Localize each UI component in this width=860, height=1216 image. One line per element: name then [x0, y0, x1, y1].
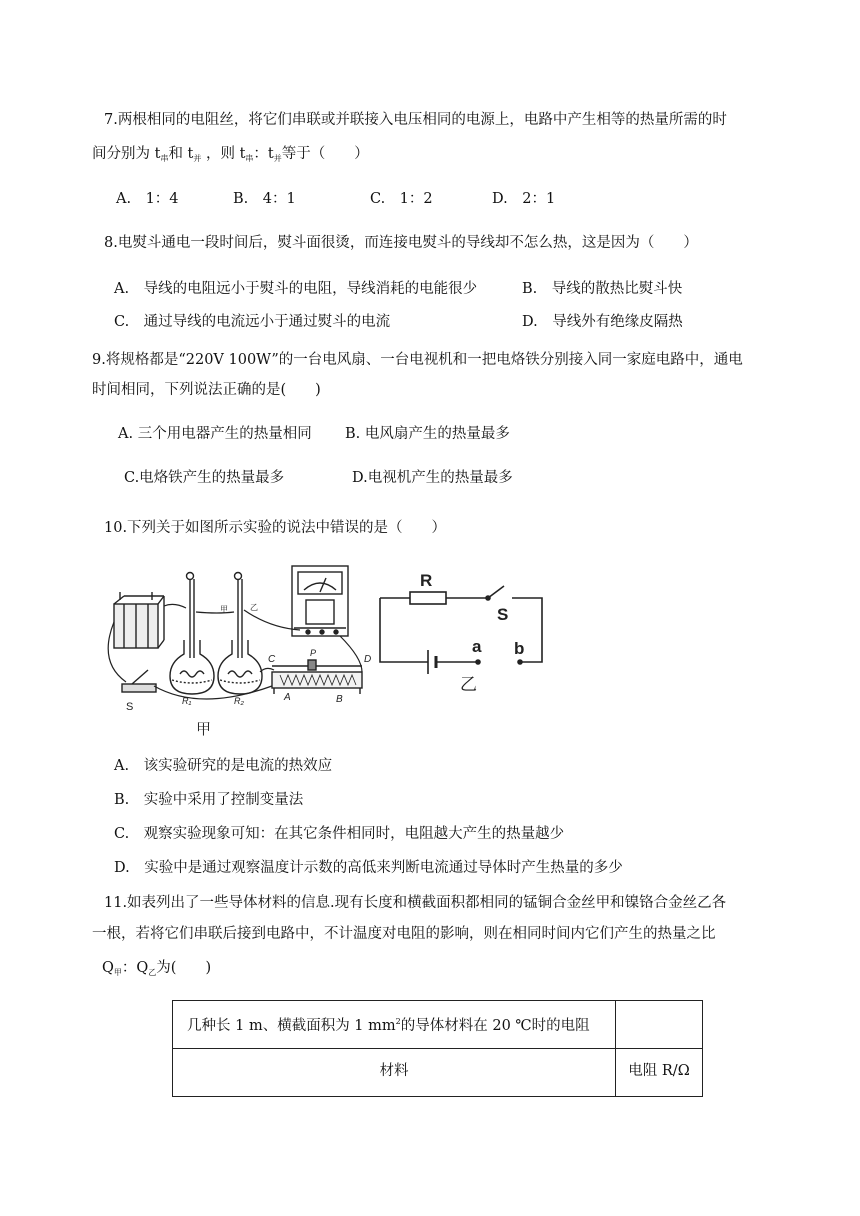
q9-option-c[interactable]: C.电烙铁产生的热量最多 — [124, 470, 285, 486]
q8-option-a[interactable]: A. 导线的电阻远小于熨斗的电阻，导线消耗的电能很少 — [114, 281, 478, 297]
ammeter — [292, 566, 348, 636]
rheostat-a-label: A — [284, 692, 291, 703]
q7-option-d[interactable]: D. 2：1 — [492, 191, 556, 207]
q7-stem-line1: 7.两根相同的电阻丝，将它们串联或并联接入电压相同的电源上，电路中产生相等的热量所需的时 — [104, 112, 727, 128]
figure-yi-label: 乙 — [460, 675, 477, 694]
flask-1 — [170, 640, 214, 694]
q7-text: ：t — [253, 146, 274, 162]
resistor-r-label: R — [420, 571, 433, 590]
q8-option-b[interactable]: B. 导线的散热比熨斗快 — [522, 281, 683, 297]
q7-text: 和 t — [168, 146, 194, 162]
q7-stem-line2 — [92, 144, 369, 169]
q7-text: 间分别为 t — [92, 146, 161, 162]
table-empty-cell — [616, 1001, 703, 1049]
q7-subscript: 并 — [273, 154, 282, 163]
r1-label: R₁ — [182, 696, 192, 706]
q8-option-c[interactable]: C. 通过导线的电流远小于通过熨斗的电流 — [114, 314, 391, 330]
node-a-label: a — [472, 637, 482, 656]
rheostat-p-label: P — [310, 648, 317, 658]
q11-stem-line1: 11.如表列出了一些导体材料的信息.现有长度和横截面积都相同的锰铜合金丝甲和镍铬合金丝乙各 — [104, 895, 727, 911]
node-b-label: b — [514, 639, 525, 658]
q7-text: 等于（ ） — [281, 146, 369, 162]
knife-switch-s — [122, 670, 156, 692]
q7-subscript: 串 — [160, 154, 169, 163]
q10-option-b[interactable]: B. 实验中采用了控制变量法 — [114, 792, 304, 808]
q9-option-a[interactable]: A. 三个用电器产生的热量相同 — [118, 426, 312, 442]
table-header-resistance: 电阻 R/Ω — [616, 1049, 703, 1097]
q10-option-d[interactable]: D. 实验中是通过观察温度计示数的高低来判断电流通过导体时产生热量的多少 — [114, 860, 623, 876]
thermometer-1 — [187, 573, 195, 659]
q7-text: ，则 t — [201, 146, 246, 162]
rheostat-c-label: C — [268, 654, 276, 665]
q7-subscript: 串 — [245, 154, 254, 163]
q11-stem-line3 — [102, 958, 211, 983]
rheostat-b-label: B — [336, 694, 343, 705]
q8-option-d[interactable]: D. 导线外有绝缘皮隔热 — [522, 314, 683, 330]
q7-subscript: 并 — [193, 154, 202, 163]
switch-right-label: S — [497, 605, 509, 624]
thermometer-2 — [235, 573, 243, 659]
table-caption-superscript: 2 — [395, 1017, 401, 1026]
resistance-table — [172, 1000, 703, 1097]
q9-option-d[interactable]: D.电视机产生的热量最多 — [352, 470, 513, 486]
tube-label-2: 乙 — [250, 603, 258, 612]
table-caption: 的导体材料在 20 ℃时的电阻 — [400, 1018, 590, 1034]
battery-pack — [114, 592, 164, 648]
q11-text: Q — [102, 960, 114, 976]
q10-figure — [100, 562, 560, 742]
q10-option-a[interactable]: A. 该实验研究的是电流的热效应 — [114, 758, 333, 774]
q7-option-a[interactable]: A. 1：4 — [116, 191, 179, 207]
q10-stem: 10.下列关于如图所示实验的说法中错误的是（ ） — [104, 520, 447, 536]
q9-option-b[interactable]: B. 电风扇产生的热量最多 — [345, 426, 510, 442]
q9-stem-line1: 9.将规格都是“220V 100W”的一台电风扇、一台电视机和一把电烙铁分别接入同一家庭电路中，通电 — [92, 352, 743, 368]
q11-text: ：Q — [121, 960, 149, 976]
q7-option-b[interactable]: B. 4：1 — [233, 191, 296, 207]
r2-label: R₂ — [234, 696, 244, 706]
tube-label-1: 甲 — [220, 605, 228, 614]
figure-jia-label: 甲 — [196, 721, 212, 738]
q11-stem-line2: 一根，若将它们串联后接到电路中，不计温度对电阻的影响，则在相同时间内它们产生的热量之比 — [92, 926, 716, 942]
switch-left-label: S — [126, 701, 134, 713]
q11-text: 为( ) — [156, 960, 212, 976]
q8-stem: 8.电熨斗通电一段时间后，熨斗面很烫，而连接电熨斗的导线却不怎么热，这是因为（ ） — [104, 235, 698, 251]
q7-option-c[interactable]: C. 1：2 — [370, 191, 433, 207]
circuit-yi — [380, 586, 542, 674]
q11-subscript: 甲 — [113, 968, 122, 977]
q9-stem-line2: 时间相同，下列说法正确的是( ) — [92, 382, 321, 398]
table-caption: 几种长 1 m、横截面积为 1 mm — [187, 1018, 396, 1034]
table-caption-cell — [173, 1001, 616, 1049]
rheostat-d-label: D — [364, 654, 372, 665]
table-header-material: 材料 — [173, 1049, 616, 1097]
q10-option-c[interactable]: C. 观察实验现象可知：在其它条件相同时，电阻越大产生的热量越少 — [114, 826, 565, 842]
flask-2 — [218, 640, 262, 694]
q11-subscript: 乙 — [148, 968, 157, 977]
rheostat — [272, 660, 362, 694]
